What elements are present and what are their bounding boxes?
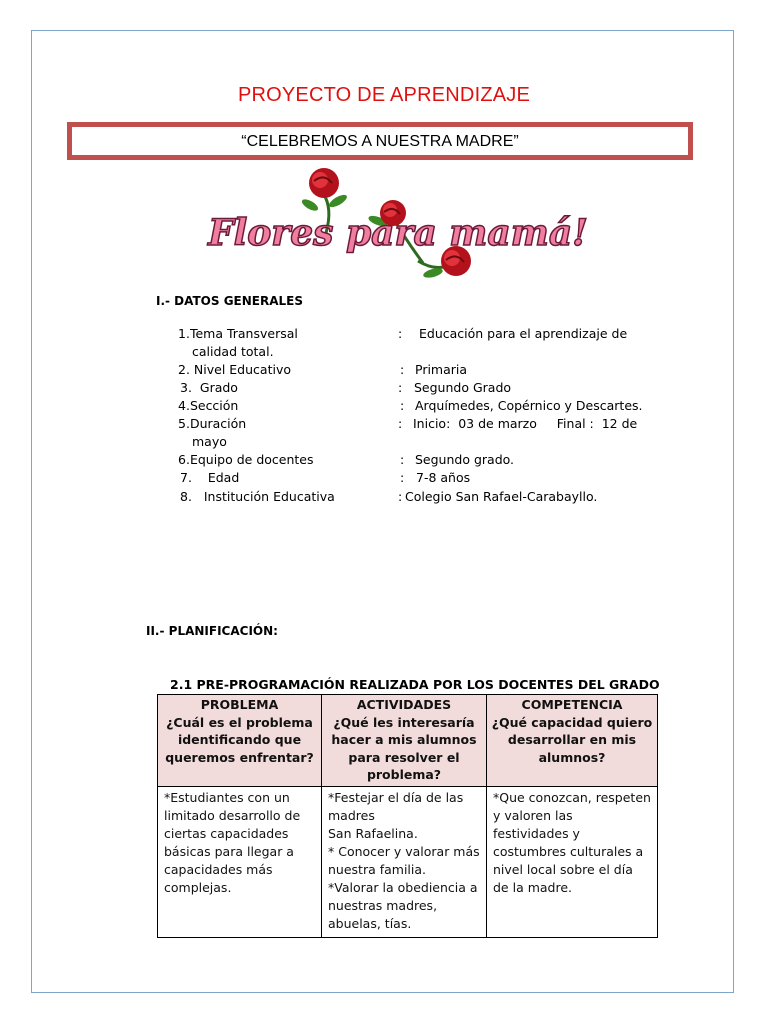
datos-row-8 (180, 489, 335, 504)
item-num: 7. (180, 470, 192, 485)
header-name: PROBLEMA (200, 697, 279, 712)
item-label-cont: calidad total. (192, 344, 274, 359)
table-header-row (158, 695, 658, 787)
section-heading-datos-generales: I.- DATOS GENERALES (156, 294, 304, 308)
table-row (158, 786, 658, 937)
item-sep: : (398, 489, 403, 504)
datos-row-2 (178, 362, 291, 377)
datos-row-3 (180, 380, 238, 395)
subtitle-text: “CELEBREMOS A NUESTRA MADRE” (241, 133, 519, 150)
datos-row-6 (178, 452, 314, 467)
item-num: 1. (178, 326, 190, 341)
item-label: Nivel Educativo (193, 362, 291, 377)
sub-heading-preprogramacion: 2.1 PRE-PROGRAMACIÓN REALIZADA POR LOS DOCENTES DEL GRADO (170, 677, 660, 692)
item-num: 6. (178, 452, 190, 467)
page-title: PROYECTO DE APRENDIZAJE (237, 84, 531, 106)
rose-icon (309, 168, 339, 198)
datos-row-1 (178, 326, 298, 341)
preprogramacion-table (157, 694, 658, 938)
item-value: Colegio San Rafael-Carabayllo. (405, 489, 598, 504)
subtitle-box (67, 122, 693, 160)
item-label: Edad (207, 470, 240, 485)
item-label: Sección (189, 398, 239, 413)
item-label-cont: mayo (192, 434, 227, 449)
cell-problema: *Estudiantes con un limitado desarrollo de ciertas capacidades básicas para llegar a capacidades más complejas. (158, 786, 322, 937)
item-sep: : (400, 362, 405, 377)
item-sep: : (398, 416, 403, 431)
item-label: Grado (199, 380, 238, 395)
item-value: 7-8 años (416, 470, 471, 485)
item-num: 2. (178, 362, 190, 377)
item-num: 3. (180, 380, 192, 395)
header-question: ¿Qué capacidad quiero desarrollar en mis alumnos? (491, 714, 653, 765)
item-value: Inicio: 03 de marzo Final : 12 de (413, 416, 638, 431)
datos-row-7 (180, 470, 239, 485)
item-label: Institución Educativa (203, 489, 335, 504)
header-name: COMPETENCIA (521, 697, 623, 712)
flores-banner-image (208, 163, 588, 285)
item-num: 4. (178, 398, 190, 413)
header-question: ¿Cuál es el problema identificando que queremos enfrentar? (165, 714, 314, 765)
item-label: Duración (189, 416, 247, 431)
item-num: 5. (178, 416, 190, 431)
item-value: Primaria (415, 362, 468, 377)
header-question: ¿Qué les interesaría hacer a mis alumnos para resolver el problema? (331, 714, 477, 782)
item-value: Segundo Grado (414, 380, 512, 395)
header-competencia (487, 695, 658, 787)
cell-actividades: *Festejar el día de las madres San Rafaelina. * Conocer y valorar más nuestra familia. *Valorar la obediencia a nuestras madres, abuelas, tías. (322, 786, 487, 937)
item-value: Arquímedes, Copérnico y Descartes. (415, 398, 643, 413)
item-sep: : (400, 470, 405, 485)
item-sep: : (398, 326, 403, 341)
datos-row-4 (178, 398, 238, 413)
header-name: ACTIVIDADES (356, 697, 452, 712)
item-label: Tema Transversal (189, 326, 298, 341)
svg-text:Flores para mamá!: Flores para mamá! (208, 212, 588, 254)
datos-row-5 (178, 416, 246, 431)
item-label: Equipo de docentes (189, 452, 314, 467)
item-num: 8. (180, 489, 192, 504)
section-heading-planificacion: II.- PLANIFICACIÓN: (146, 624, 278, 638)
header-problema (158, 695, 322, 787)
item-value: Segundo grado. (415, 452, 515, 467)
cell-competencia: *Que conozcan, respeten y valoren las festividades y costumbres culturales a nivel local sobre el día de la madre. (487, 786, 658, 937)
item-sep: : (400, 452, 405, 467)
header-actividades (322, 695, 487, 787)
item-sep: : (400, 398, 405, 413)
item-value: Educación para el aprendizaje de (419, 326, 628, 341)
item-sep: : (398, 380, 403, 395)
